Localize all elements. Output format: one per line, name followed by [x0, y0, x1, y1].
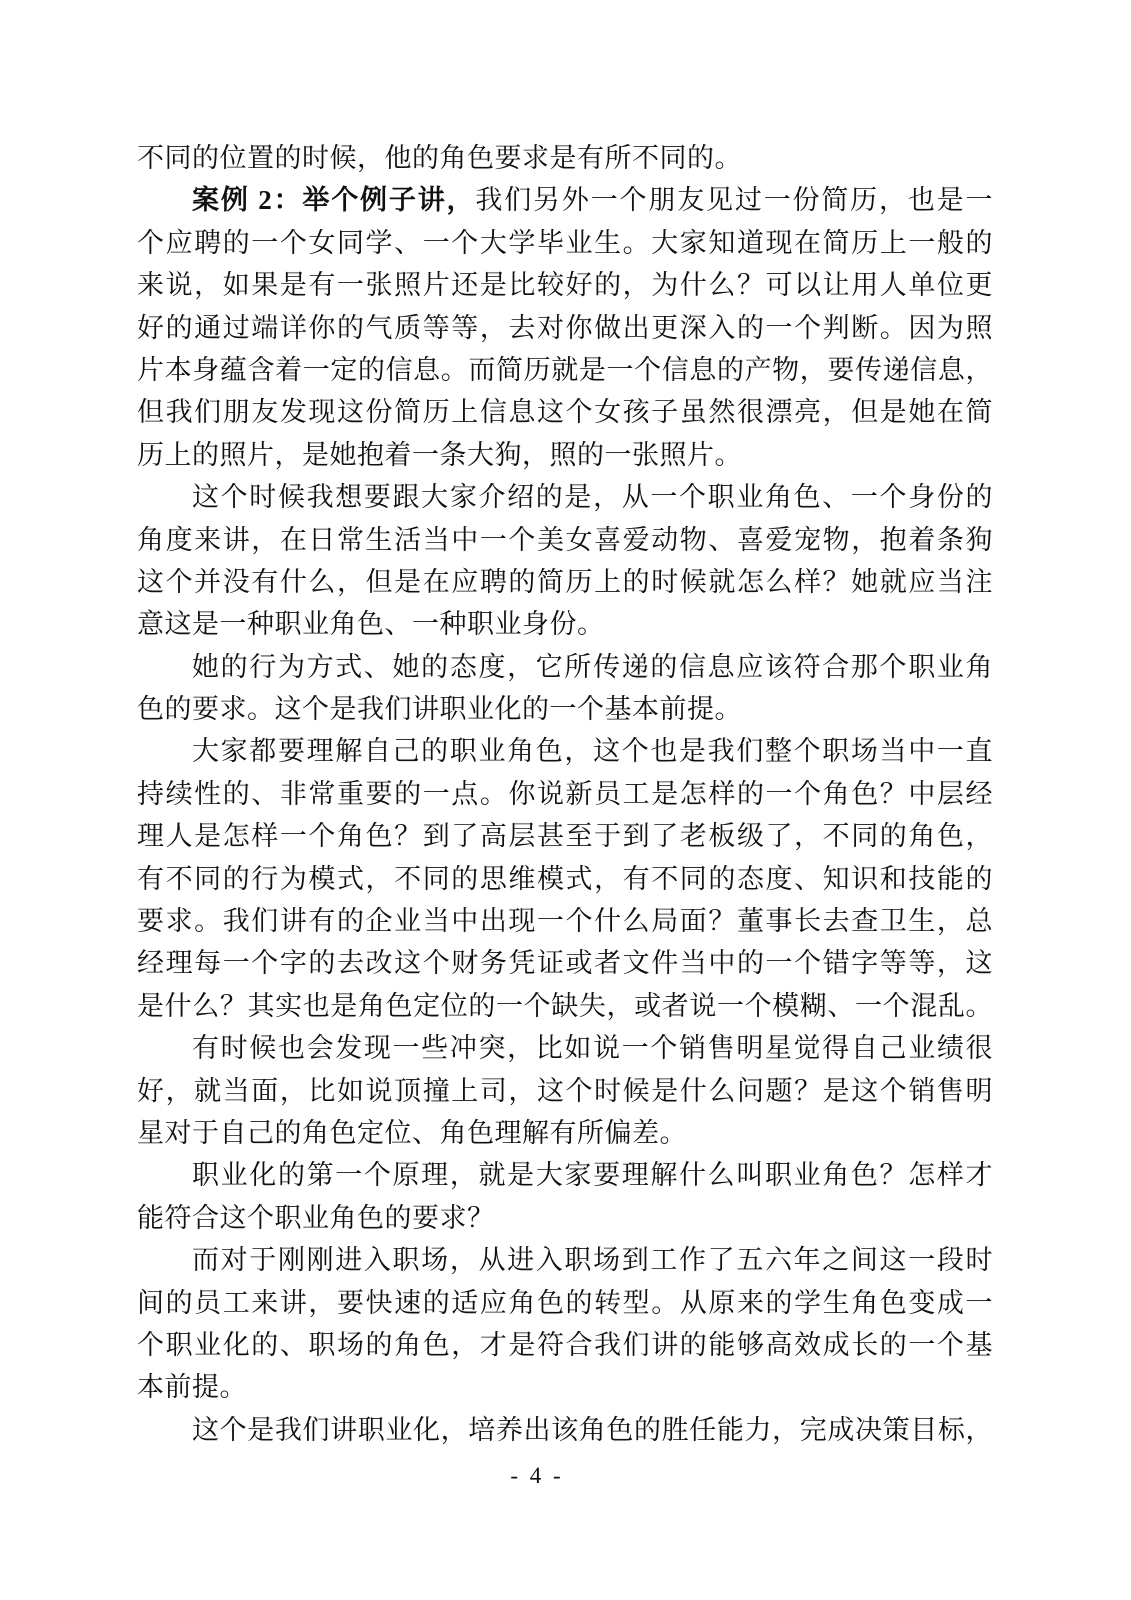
paragraph	[137, 730, 993, 1027]
text-line: 但我们朋友发现这份简历上信息这个女孩子虽然很漂亮，但是她在简	[137, 397, 993, 428]
text-line: 理人是怎样一个角色？到了高层甚至于到了老板级了，不同的角色，	[137, 821, 993, 852]
text-line: 本前提。	[137, 1372, 247, 1403]
text-line: 来说，如果是有一张照片还是比较好的，为什么？可以让用人单位更	[137, 270, 993, 301]
text-line: 这个并没有什么，但是在应聘的简历上的时候就怎么样？她就应当注	[137, 566, 993, 597]
text-line: 而对于刚刚进入职场，从进入职场到工作了五六年之间这一段时	[192, 1245, 993, 1276]
text-line: 好，就当面，比如说顶撞上司，这个时候是什么问题？是这个销售明	[137, 1075, 993, 1106]
paragraph	[137, 646, 993, 731]
text-line: 片本身蕴含着一定的信息。而简历就是一个信息的产物，要传递信息，	[137, 354, 993, 385]
paragraph	[137, 1239, 993, 1409]
paragraph	[137, 1027, 993, 1154]
text-line: 是什么？其实也是角色定位的一个缺失，或者说一个模糊、一个混乱。	[137, 990, 993, 1021]
text-line: 角度来讲，在日常生活当中一个美女喜爱动物、喜爱宠物，抱着条狗	[137, 524, 993, 555]
text-line: 不同的位置的时候，他的角色要求是有所不同的。	[137, 143, 742, 173]
paragraph	[137, 476, 993, 646]
text-line	[137, 179, 993, 221]
text-line: 个职业化的、职场的角色，才是符合我们讲的能够高效成长的一个基	[137, 1329, 993, 1360]
text-line: 持续性的、非常重要的一点。你说新员工是怎样的一个角色？中层经	[137, 778, 993, 809]
case-label: 案例 2：举个例子讲，	[192, 185, 476, 216]
text-line: 间的员工来讲，要快速的适应角色的转型。从原来的学生角色变成一	[137, 1287, 993, 1318]
text-line: 有不同的行为模式，不同的思维模式，有不同的态度、知识和技能的	[137, 863, 993, 894]
text-line: 她的行为方式、她的态度，它所传递的信息应该符合那个职业角	[192, 651, 993, 682]
text-line: 意这是一种职业角色、一种职业身份。	[137, 609, 605, 640]
paragraph-case-2	[137, 179, 993, 476]
document-body	[137, 137, 993, 1451]
text-line: 要求。我们讲有的企业当中出现一个什么局面？董事长去查卫生，总	[137, 906, 993, 937]
text-line: 色的要求。这个是我们讲职业化的一个基本前提。	[137, 694, 742, 725]
text-line: 星对于自己的角色定位、角色理解有所偏差。	[137, 1117, 687, 1148]
text-line: 个应聘的一个女同学、一个大学毕业生。大家知道现在简历上一般的	[137, 227, 993, 258]
text-line: 有时候也会发现一些冲突，比如说一个销售明星觉得自己业绩很	[192, 1033, 993, 1064]
page-number: - 4 -	[510, 1463, 564, 1488]
text-run: 我们另外一个朋友见过一份简历，也是一	[475, 185, 993, 216]
text-line: 经理每一个字的去改这个财务凭证或者文件当中的一个错字等等，这	[137, 948, 993, 979]
text-line: 职业化的第一个原理，就是大家要理解什么叫职业角色？怎样才	[192, 1160, 993, 1191]
text-line: 能符合这个职业角色的要求？	[137, 1202, 495, 1233]
text-line: 大家都要理解自己的职业角色，这个也是我们整个职场当中一直	[192, 736, 993, 767]
text-line: 这个是我们讲职业化，培养出该角色的胜任能力，完成决策目标，	[192, 1414, 993, 1445]
paragraph	[137, 137, 993, 179]
paragraph	[137, 1154, 993, 1239]
text-line: 历上的照片，是她抱着一条大狗，照的一张照片。	[137, 439, 742, 470]
text-line: 这个时候我想要跟大家介绍的是，从一个职业角色、一个身份的	[192, 482, 993, 513]
paragraph	[137, 1409, 993, 1451]
text-line: 好的通过端详你的气质等等，去对你做出更深入的一个判断。因为照	[137, 312, 993, 343]
